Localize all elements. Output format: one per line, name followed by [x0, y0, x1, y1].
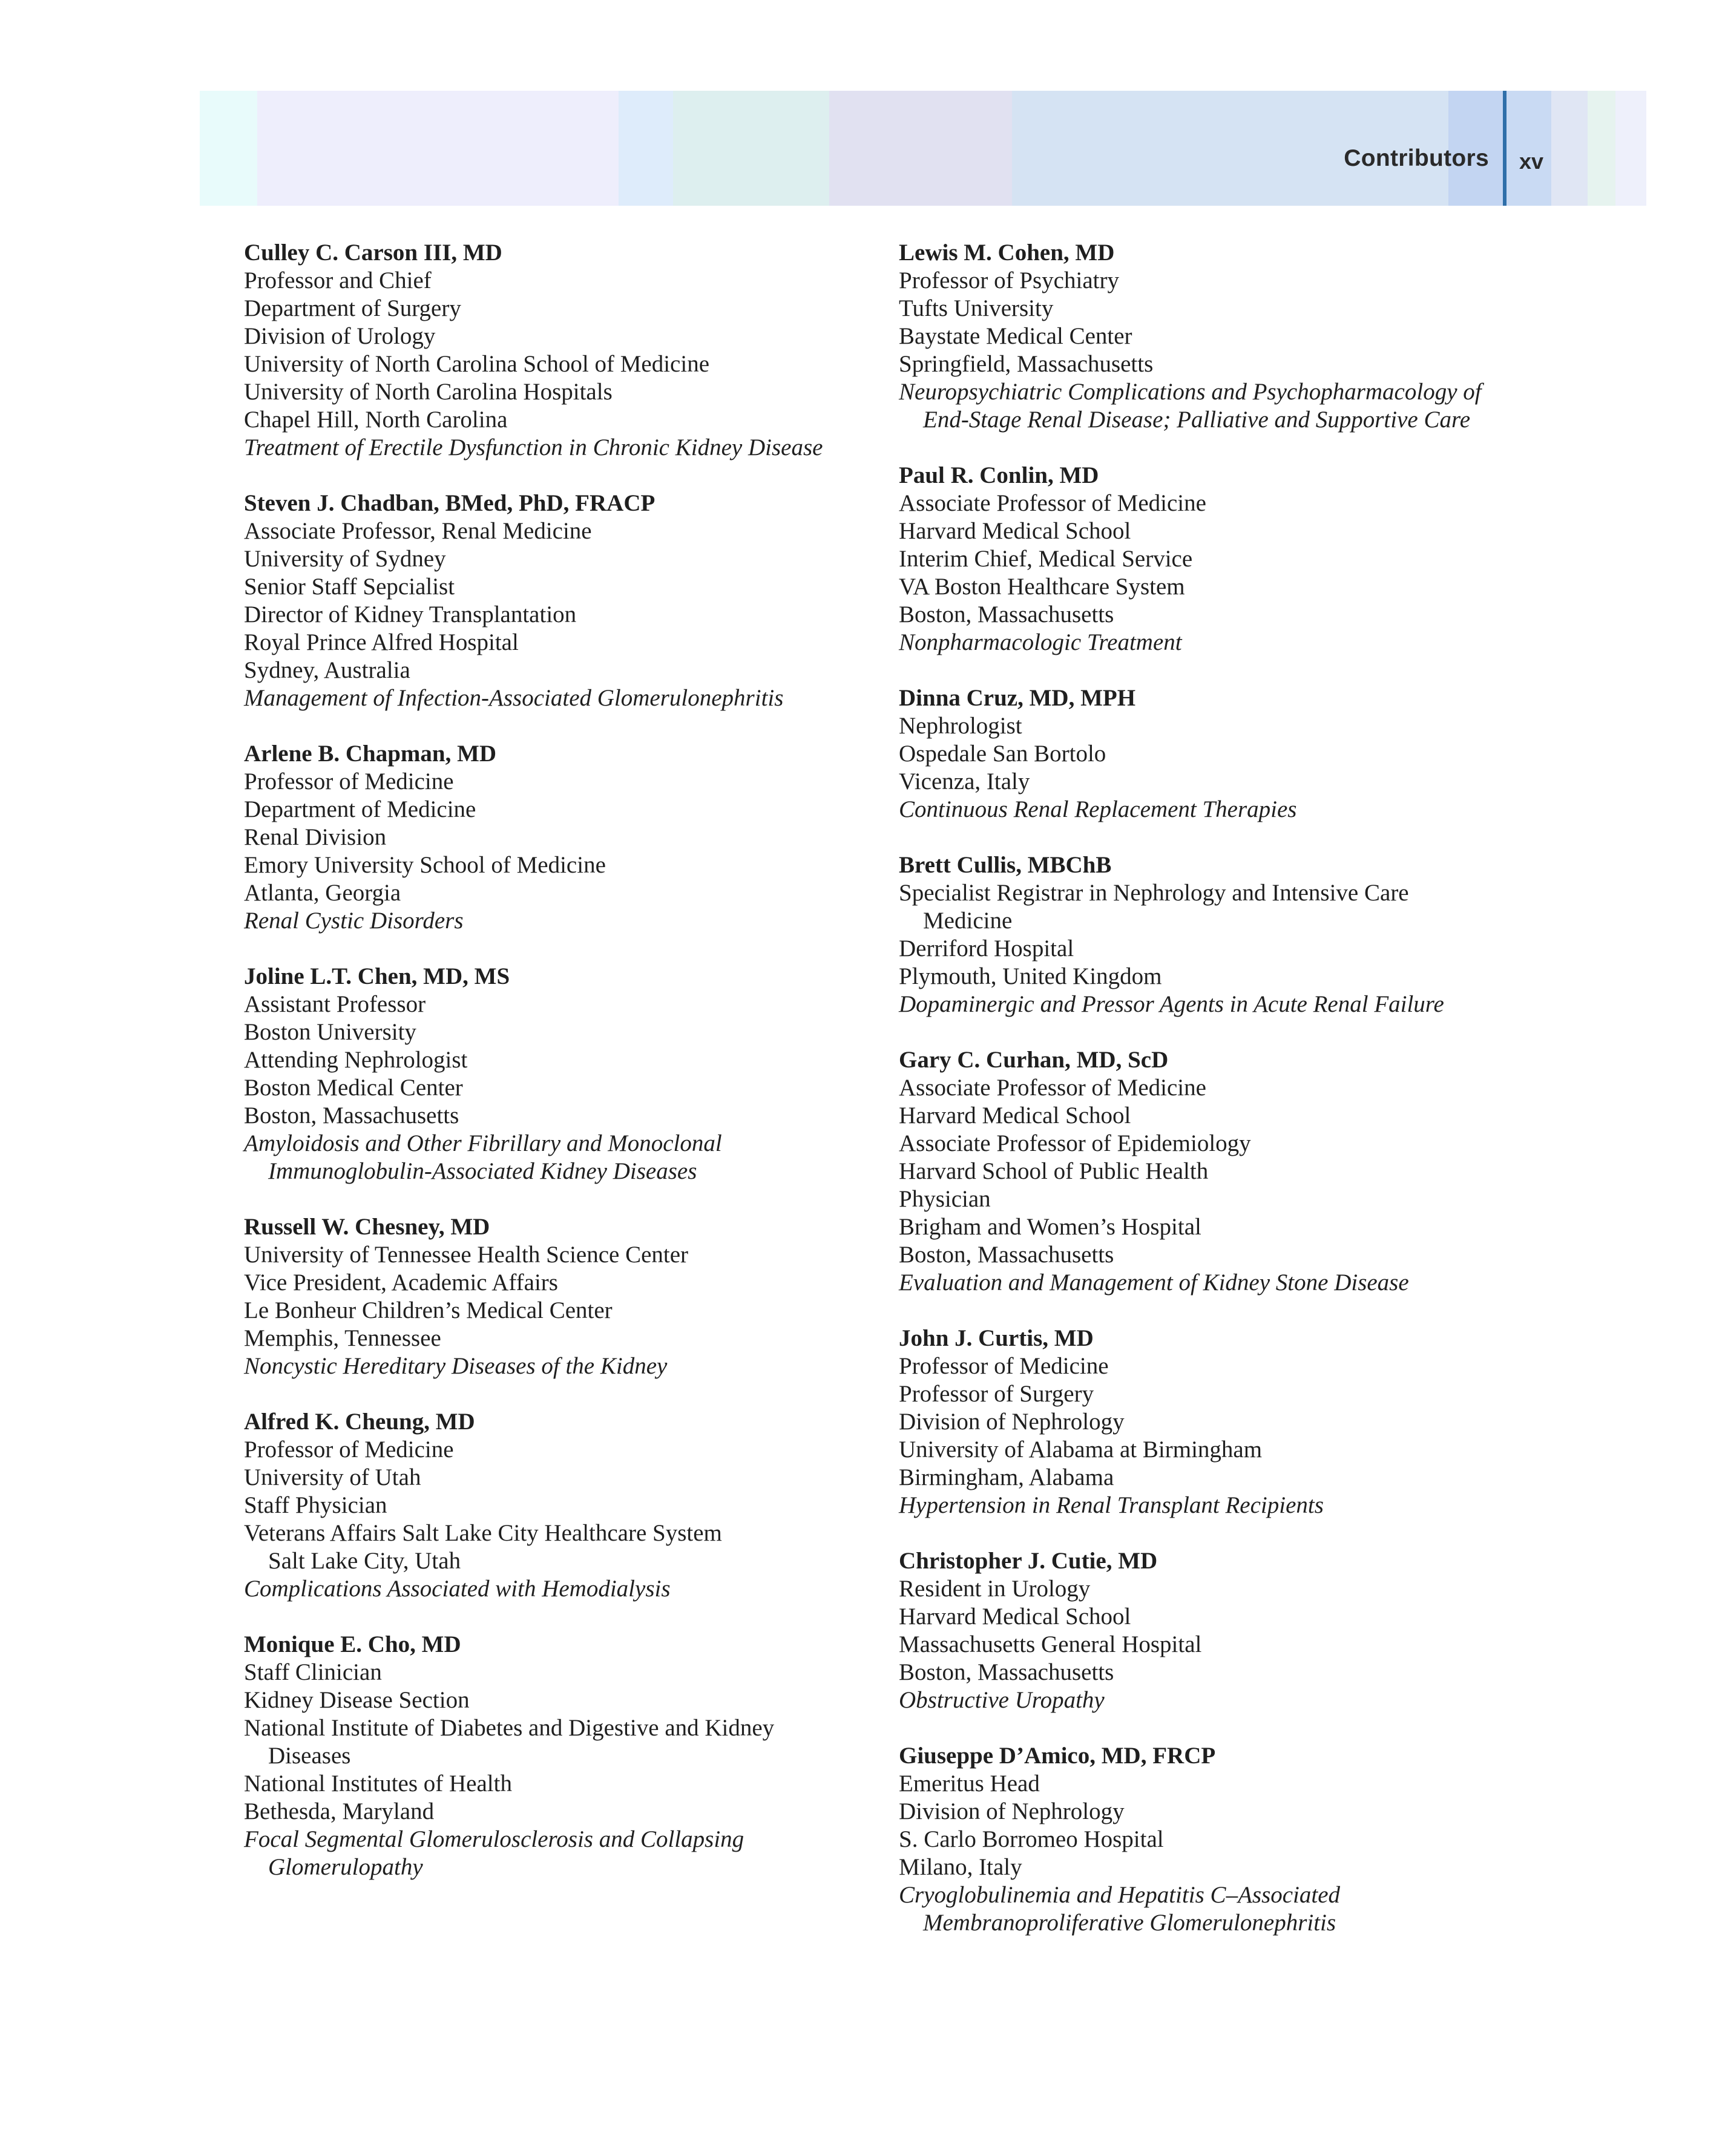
band-segment — [1551, 91, 1588, 206]
contributor-affiliation: Division of Urology — [244, 323, 436, 349]
contributor-name: John J. Curtis, MD — [899, 1325, 1094, 1351]
contributor-entry — [899, 1046, 1504, 1297]
contributor-affiliation: University of North Carolina School of Medicine — [244, 351, 710, 377]
contributor-affiliation: VA Boston Healthcare System — [899, 574, 1185, 600]
chapter-title: Hypertension in Renal Transplant Recipients — [899, 1492, 1324, 1518]
contributor-entry — [899, 684, 1504, 824]
contributor-affiliation: Chapel Hill, North Carolina — [244, 407, 508, 433]
chapter-title: Neuropsychiatric Complications and Psychopharmacology of — [899, 379, 1482, 405]
contributor-affiliation: S. Carlo Borromeo Hospital — [899, 1826, 1164, 1852]
contributor-name: Christopher J. Cutie, MD — [899, 1548, 1158, 1574]
band-segment — [1615, 91, 1646, 206]
contributor-affiliation: University of Utah — [244, 1464, 421, 1490]
chapter-title: Management of Infection-Associated Glomerulonephritis — [244, 685, 784, 711]
contributor-affiliation: Specialist Registrar in Nephrology and Intensive Care — [899, 880, 1409, 906]
contributor-affiliation: Springfield, Massachusetts — [899, 351, 1154, 377]
contributor-affiliation: Harvard Medical School — [899, 1604, 1131, 1630]
contributor-affiliation: Baystate Medical Center — [899, 323, 1132, 349]
contributor-affiliation: Derriford Hospital — [899, 935, 1074, 962]
chapter-title: Treatment of Erectile Dysfunction in Chronic Kidney Disease — [244, 434, 823, 460]
band-segment — [619, 91, 673, 206]
contributor-affiliation: Boston, Massachusetts — [244, 1103, 459, 1129]
contributor-entry — [899, 1742, 1504, 1937]
contributor-affiliation: Massachusetts General Hospital — [899, 1631, 1202, 1657]
contributor-affiliation: Memphis, Tennessee — [244, 1325, 441, 1351]
contributor-affiliation: Professor and Chief — [244, 267, 432, 293]
contributor-affiliation: National Institute of Diabetes and Digestive and Kidney — [244, 1715, 775, 1741]
contributor-affiliation: Plymouth, United Kingdom — [899, 963, 1162, 989]
contributor-affiliation: Kidney Disease Section — [244, 1687, 470, 1713]
contributor-affiliation: Boston University — [244, 1019, 416, 1045]
contributor-affiliation: University of Sydney — [244, 546, 446, 572]
contributor-name: Monique E. Cho, MD — [244, 1631, 461, 1657]
contributor-affiliation: National Institutes of Health — [244, 1771, 512, 1797]
contributor-entry — [244, 740, 849, 935]
contributor-affiliation: Professor of Psychiatry — [899, 267, 1119, 293]
contributor-name: Paul R. Conlin, MD — [899, 462, 1099, 488]
contributor-affiliation: Physician — [899, 1186, 991, 1212]
contributor-affiliation: Harvard Medical School — [899, 518, 1131, 544]
band-segment — [200, 91, 257, 206]
chapter-title: End-Stage Renal Disease; Palliative and Supportive Care — [923, 407, 1471, 433]
contributor-entry — [899, 462, 1504, 657]
contributor-name: Dinna Cruz, MD, MPH — [899, 685, 1136, 711]
contributor-entry — [244, 963, 849, 1185]
contributor-affiliation: Interim Chief, Medical Service — [899, 546, 1193, 572]
contributor-affiliation: Professor of Medicine — [899, 1353, 1109, 1379]
contributor-entry — [244, 1408, 849, 1603]
chapter-title: Complications Associated with Hemodialysis — [244, 1576, 671, 1602]
contributor-affiliation: Veterans Affairs Salt Lake City Healthcare System — [244, 1520, 722, 1546]
chapter-title: Dopaminergic and Pressor Agents in Acute Renal Failure — [899, 991, 1444, 1017]
contributor-affiliation: Associate Professor of Medicine — [899, 1075, 1206, 1101]
contributor-affiliation: Ospedale San Bortolo — [899, 741, 1106, 767]
contributor-affiliation: Royal Prince Alfred Hospital — [244, 629, 519, 655]
contributor-affiliation: University of Alabama at Birmingham — [899, 1437, 1263, 1463]
contributor-affiliation: Vice President, Academic Affairs — [244, 1270, 558, 1296]
chapter-title: Focal Segmental Glomerulosclerosis and Collapsing — [244, 1826, 744, 1852]
header-divider — [1503, 91, 1506, 206]
contributor-name: Arlene B. Chapman, MD — [244, 741, 497, 767]
contributor-affiliation: Le Bonheur Children’s Medical Center — [244, 1297, 613, 1323]
contributor-affiliation: Harvard School of Public Health — [899, 1158, 1209, 1184]
contributor-entry — [244, 239, 849, 462]
contributor-affiliation: Atlanta, Georgia — [244, 880, 401, 906]
contributor-entry — [899, 1547, 1504, 1714]
contributor-affiliation: Medicine — [923, 908, 1013, 934]
band-segment — [829, 91, 1012, 206]
contributor-affiliation: Assistant Professor — [244, 991, 426, 1017]
contributor-affiliation: Bethesda, Maryland — [244, 1798, 435, 1824]
chapter-title: Membranoproliferative Glomerulonephritis — [923, 1910, 1336, 1936]
contributor-affiliation: Diseases — [268, 1743, 351, 1769]
contributor-affiliation: Harvard Medical School — [899, 1103, 1131, 1129]
contributor-name: Steven J. Chadban, BMed, PhD, FRACP — [244, 490, 656, 516]
contributor-affiliation: Salt Lake City, Utah — [268, 1548, 461, 1574]
contributor-affiliation: Resident in Urology — [899, 1576, 1091, 1602]
contributor-name: Brett Cullis, MBChB — [899, 852, 1112, 878]
contributor-entry — [244, 1631, 849, 1881]
chapter-title: Evaluation and Management of Kidney Stone Disease — [899, 1270, 1409, 1296]
contributor-name: Joline L.T. Chen, MD, MS — [244, 963, 510, 989]
contributor-name: Gary C. Curhan, MD, ScD — [899, 1047, 1169, 1073]
chapter-title: Immunoglobulin-Associated Kidney Diseases — [268, 1158, 697, 1184]
contributor-affiliation: Division of Nephrology — [899, 1798, 1125, 1824]
contributor-affiliation: Birmingham, Alabama — [899, 1464, 1114, 1490]
contributors-column-left — [244, 239, 849, 1909]
page-number: xv — [1519, 149, 1544, 174]
chapter-title: Cryoglobulinemia and Hepatitis C–Associated — [899, 1882, 1341, 1908]
running-header-title: Contributors — [1344, 145, 1489, 171]
contributor-affiliation: Staff Clinician — [244, 1659, 382, 1685]
contributor-affiliation: Professor of Surgery — [899, 1381, 1094, 1407]
chapter-title: Glomerulopathy — [268, 1854, 423, 1880]
contributor-entry — [899, 851, 1504, 1018]
contributor-affiliation: University of Tennessee Health Science Center — [244, 1242, 689, 1268]
contributor-affiliation: Professor of Medicine — [244, 1437, 454, 1463]
contributor-entry — [244, 1213, 849, 1380]
band-segment — [257, 91, 619, 206]
chapter-title: Continuous Renal Replacement Therapies — [899, 796, 1297, 822]
contributor-name: Russell W. Chesney, MD — [244, 1214, 490, 1240]
contributor-affiliation: Milano, Italy — [899, 1854, 1022, 1880]
chapter-title: Amyloidosis and Other Fibrillary and Monoclonal — [244, 1130, 722, 1156]
contributor-affiliation: Boston, Massachusetts — [899, 1242, 1114, 1268]
contributor-affiliation: Department of Surgery — [244, 295, 461, 321]
contributor-affiliation: Staff Physician — [244, 1492, 387, 1518]
contributor-affiliation: Senior Staff Sepcialist — [244, 574, 455, 600]
contributor-affiliation: Associate Professor, Renal Medicine — [244, 518, 592, 544]
contributor-affiliation: Emeritus Head — [899, 1771, 1040, 1797]
contributor-affiliation: Director of Kidney Transplantation — [244, 601, 577, 627]
band-segment — [1588, 91, 1615, 206]
contributor-affiliation: Vicenza, Italy — [899, 768, 1030, 795]
contributor-affiliation: Tufts University — [899, 295, 1054, 321]
contributor-entry — [899, 1325, 1504, 1519]
contributor-name: Culley C. Carson III, MD — [244, 240, 502, 266]
chapter-title: Obstructive Uropathy — [899, 1687, 1105, 1713]
contributor-name: Alfred K. Cheung, MD — [244, 1409, 475, 1435]
contributor-affiliation: Boston, Massachusetts — [899, 1659, 1114, 1685]
contributor-affiliation: Department of Medicine — [244, 796, 476, 822]
band-segment — [673, 91, 829, 206]
chapter-title: Nonpharmacologic Treatment — [899, 629, 1182, 655]
contributor-name: Lewis M. Cohen, MD — [899, 240, 1115, 266]
contributor-affiliation: Associate Professor of Epidemiology — [899, 1130, 1251, 1156]
contributor-affiliation: Emory University School of Medicine — [244, 852, 606, 878]
contributor-affiliation: Division of Nephrology — [899, 1409, 1125, 1435]
contributor-name: Giuseppe D’Amico, MD, FRCP — [899, 1743, 1216, 1769]
contributor-affiliation: Brigham and Women’s Hospital — [899, 1214, 1201, 1240]
contributor-affiliation: Sydney, Australia — [244, 657, 410, 683]
chapter-title: Renal Cystic Disorders — [244, 908, 464, 934]
contributor-affiliation: Associate Professor of Medicine — [899, 490, 1206, 516]
contributor-affiliation: University of North Carolina Hospitals — [244, 379, 613, 405]
contributor-affiliation: Renal Division — [244, 824, 387, 850]
chapter-title: Noncystic Hereditary Diseases of the Kidney — [244, 1353, 668, 1379]
contributor-affiliation: Boston Medical Center — [244, 1075, 463, 1101]
contributor-affiliation: Attending Nephrologist — [244, 1047, 468, 1073]
contributor-affiliation: Professor of Medicine — [244, 768, 454, 795]
contributor-affiliation: Nephrologist — [899, 713, 1022, 739]
contributor-entry — [899, 239, 1504, 434]
contributors-column-right — [899, 239, 1504, 1965]
band-segment — [1506, 91, 1551, 206]
contributor-entry — [244, 490, 849, 712]
contributor-affiliation: Boston, Massachusetts — [899, 601, 1114, 627]
